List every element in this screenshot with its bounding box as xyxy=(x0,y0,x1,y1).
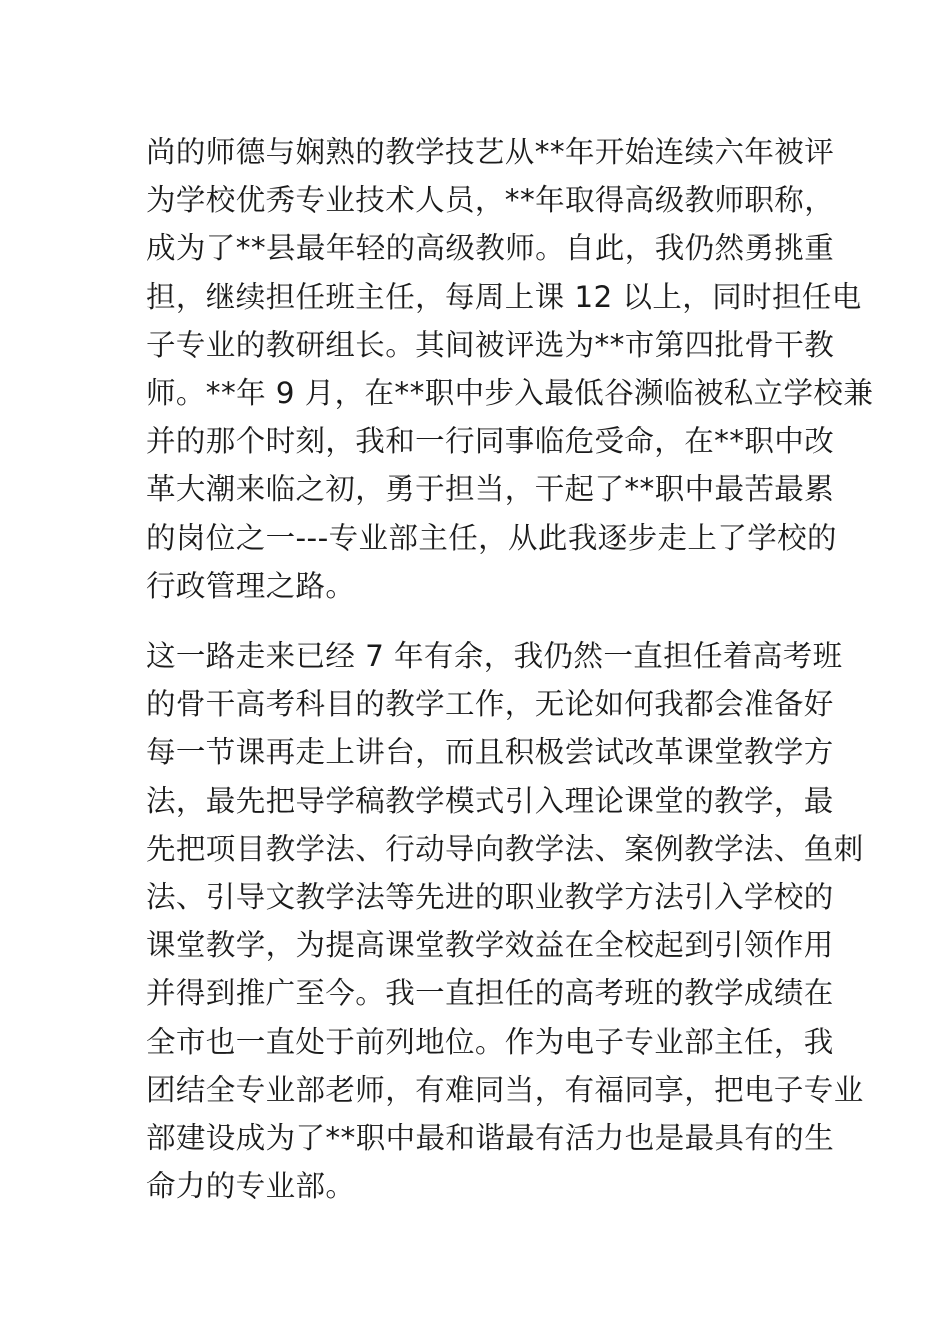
text-line: 师。**年 9 月，在**职中步入最低谷濒临被私立学校兼 xyxy=(146,375,874,410)
text-line: 全市也一直处于前列地位。作为电子专业部主任，我 xyxy=(146,1024,834,1059)
text-line: 法，最先把导学稿教学模式引入理论课堂的教学，最 xyxy=(146,783,834,818)
text-line: 的岗位之一---专业部主任，从此我逐步走上了学校的 xyxy=(146,520,837,555)
text-line: 行政管理之路。 xyxy=(146,568,356,603)
text-line: 并得到推广至今。我一直担任的高考班的教学成绩在 xyxy=(146,976,834,1011)
text-line: 革大潮来临之初，勇于担当，干起了**职中最苦最累 xyxy=(146,472,835,507)
text-line: 的骨干高考科目的教学工作，无论如何我都会准备好 xyxy=(146,687,834,722)
text-line: 这一路走来已经 7 年有余，我仍然一直担任着高考班 xyxy=(146,639,843,673)
text-line: 每一节课再走上讲台，而且积极尝试改革课堂教学方 xyxy=(146,735,834,770)
text-line: 成为了**县最年轻的高级教师。自此，我仍然勇挑重 xyxy=(146,231,835,266)
text-line: 命力的专业部。 xyxy=(146,1169,356,1204)
text-line: 法、引导文教学法等先进的职业教学方法引入学校的 xyxy=(146,879,834,914)
text-line: 担，继续担任班主任，每周上课 12 以上，同时担任电 xyxy=(146,279,862,314)
text-line: 团结全专业部老师，有难同当，有福同享，把电子专业 xyxy=(146,1072,864,1107)
paragraph-2 xyxy=(146,632,864,1210)
text-line: 为学校优秀专业技术人员，**年取得高级教师职称， xyxy=(146,183,835,218)
paragraph-1 xyxy=(146,128,874,610)
text-line: 子专业的教研组长。其间被评选为**市第四批骨干教 xyxy=(146,327,835,362)
text-line: 先把项目教学法、行动导向教学法、案例教学法、鱼刺 xyxy=(146,831,864,866)
text-line: 尚的师德与娴熟的教学技艺从**年开始连续六年被评 xyxy=(146,135,835,169)
text-line: 并的那个时刻，我和一行同事临危受命，在**职中改 xyxy=(146,424,835,459)
text-line: 部建设成为了**职中最和谐最有活力也是最具有的生 xyxy=(146,1120,835,1155)
text-line: 课堂教学，为提高课堂教学效益在全校起到引领作用 xyxy=(146,928,834,963)
